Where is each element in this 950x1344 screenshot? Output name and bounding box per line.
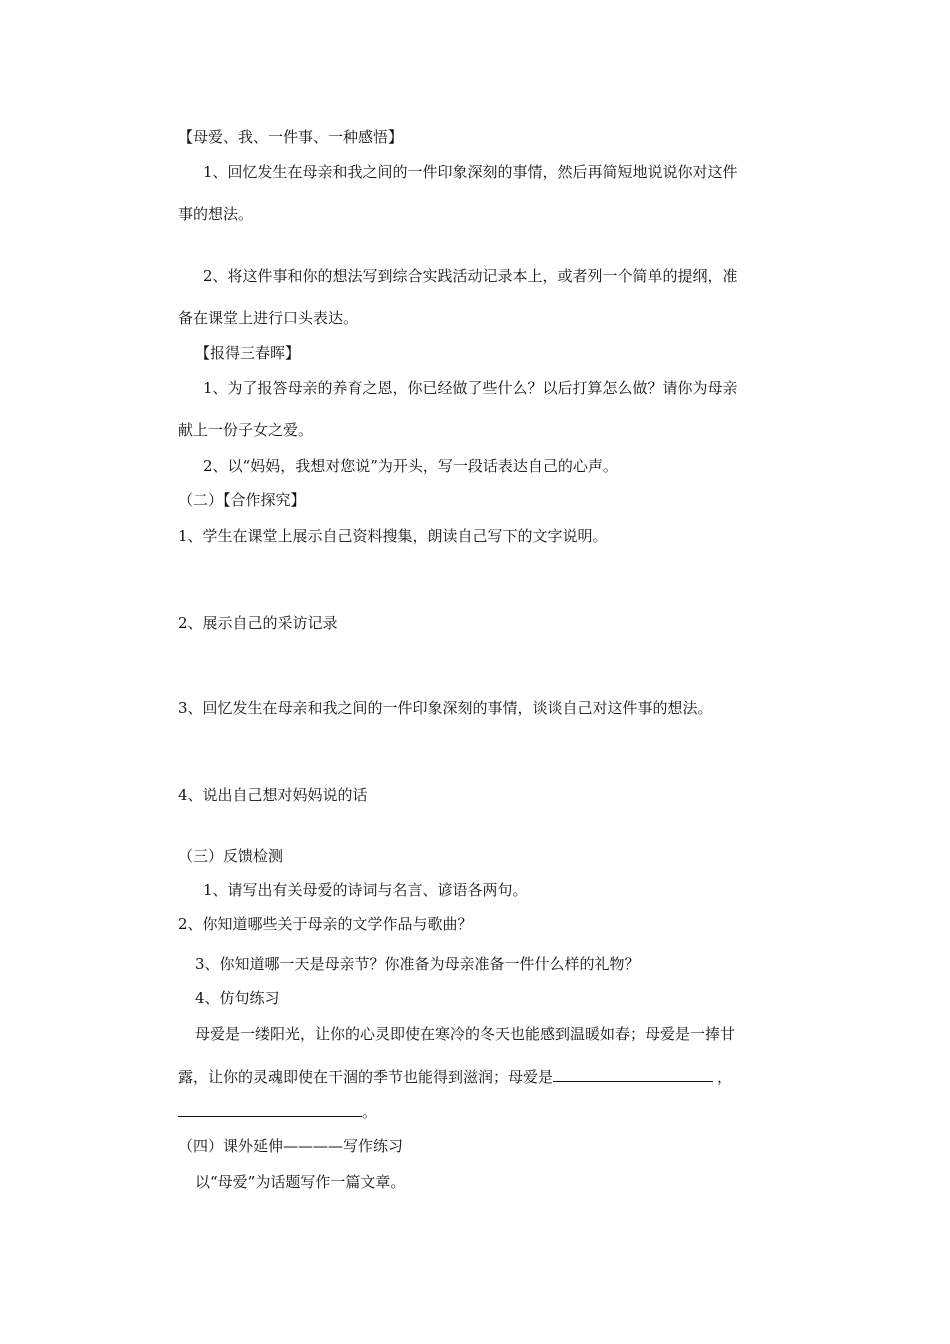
extension-task: 以“母爱”为话题写作一篇文章。 — [195, 1173, 406, 1191]
mother-love-item-1-line-1: 1、回忆发生在母亲和我之间的一件印象深刻的事情，然后再简短地说说你对这件 — [203, 163, 738, 181]
imitation-line-2-text: 露，让你的灵魂即使在干涸的季节也能得到滋润；母爱是 — [178, 1068, 554, 1086]
imitation-line-1: 母爱是一缕阳光，让你的心灵即使在寒冷的冬天也能感到温暖如春；母爱是一捧甘 — [195, 1025, 736, 1043]
repay-item-2: 2、以“妈妈，我想对您说”为开头，写一段话表达自己的心声。 — [203, 457, 618, 475]
heading-cooperate: （二）【合作探究】 — [178, 491, 306, 509]
mother-love-item-2-line-2: 备在课堂上进行口头表达。 — [178, 309, 359, 327]
imitation-line-2 — [178, 1066, 732, 1087]
comma: ， — [717, 1068, 733, 1086]
feedback-item-4: 4、仿句练习 — [195, 989, 280, 1007]
cooperate-item-4: 4、说出自己想对妈妈说的话 — [178, 786, 368, 804]
heading-repay: 【报得三春晖】 — [195, 344, 301, 362]
answer-blank-2[interactable] — [178, 1101, 362, 1117]
repay-item-1-line-2: 献上一份子女之爱。 — [178, 421, 314, 439]
heading-mother-love: 【母爱、我、一件事、一种感悟】 — [178, 128, 404, 146]
cooperate-item-2: 2、展示自己的采访记录 — [178, 614, 338, 632]
imitation-line-3 — [178, 1101, 377, 1122]
repay-item-1-line-1: 1、为了报答母亲的养育之恩，你已经做了些什么？以后打算怎么做？请你为母亲 — [203, 379, 738, 397]
cooperate-item-3: 3、回忆发生在母亲和我之间的一件印象深刻的事情，谈谈自己对这件事的想法。 — [178, 699, 713, 717]
period: 。 — [362, 1103, 378, 1121]
feedback-item-2: 2、你知道哪些关于母亲的文学作品与歌曲？ — [178, 915, 473, 933]
feedback-item-3: 3、你知道哪一天是母亲节？你准备为母亲准备一件什么样的礼物？ — [195, 955, 640, 973]
heading-feedback: （三）反馈检测 — [178, 847, 284, 865]
feedback-item-1: 1、请写出有关母爱的诗词与名言、谚语各两句。 — [203, 881, 528, 899]
mother-love-item-1-line-2: 事的想法。 — [178, 205, 254, 223]
cooperate-item-1: 1、学生在课堂上展示自己资料搜集，朗读自己写下的文字说明。 — [178, 527, 608, 545]
mother-love-item-2-line-1: 2、将这件事和你的想法写到综合实践活动记录本上，或者列一个简单的提纲，准 — [203, 267, 738, 285]
answer-blank-1[interactable] — [553, 1066, 713, 1082]
heading-extension: （四）课外延伸————写作练习 — [178, 1137, 404, 1155]
